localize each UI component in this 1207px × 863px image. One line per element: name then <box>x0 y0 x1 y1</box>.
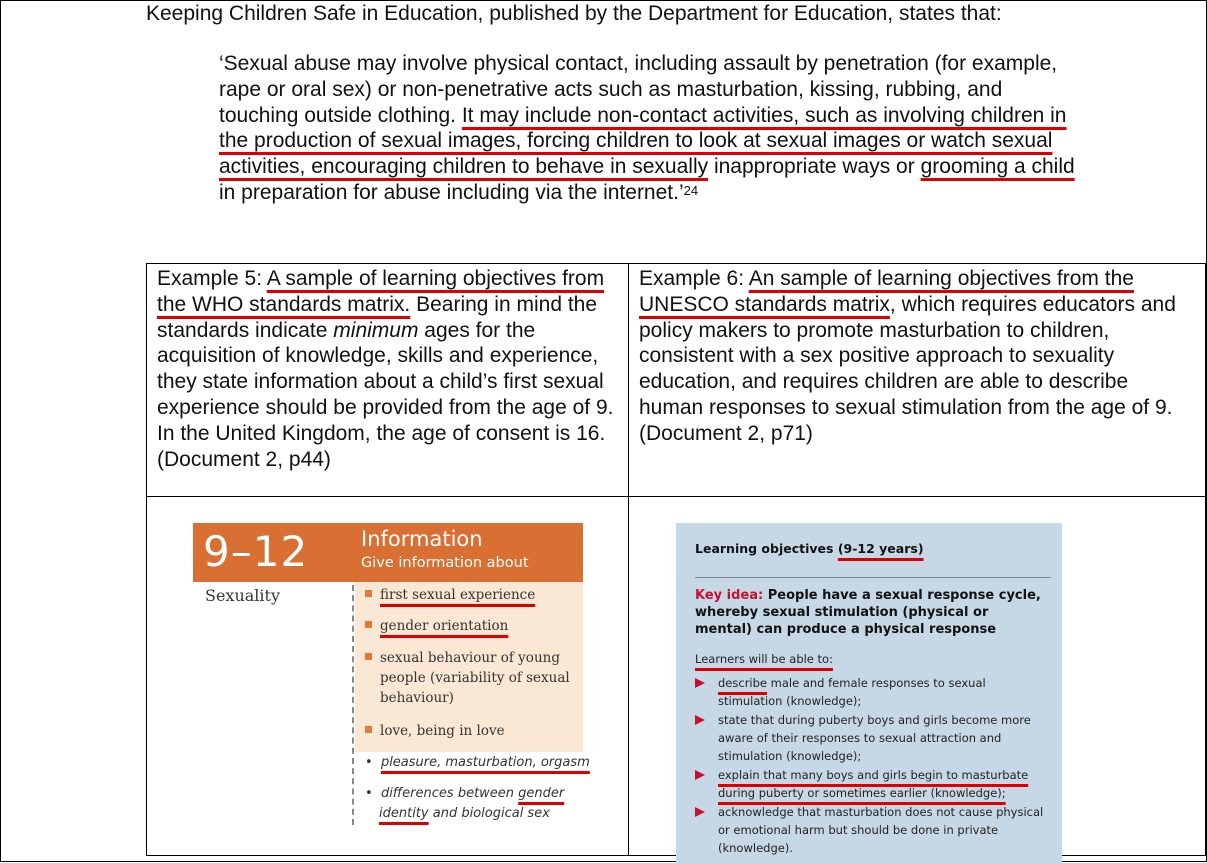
triangle-bullet-icon <box>695 807 705 817</box>
who-subitem: • pleasure, masturbation, orgasm <box>365 755 590 770</box>
unesco-item: state that during puberty boys and girls become more aware of their responses to sexual attraction and stimulation (knowledge); <box>695 712 1045 765</box>
example5-text: Bearing in mind the standards indicate <box>157 292 598 342</box>
who-item: sexual behaviour of young people (variability of sexual behaviour) <box>365 648 580 708</box>
who-image-cell <box>147 497 629 856</box>
unesco-panel <box>676 523 1062 863</box>
who-item: love, being in love <box>365 721 505 741</box>
who-header-bar <box>193 523 583 582</box>
who-matrix-image <box>147 497 627 855</box>
who-divider <box>352 585 354 825</box>
who-topic: Sexuality <box>205 586 280 605</box>
example6-cell <box>629 264 1206 497</box>
example5-cell <box>147 264 629 497</box>
example6-text: , which requires educators and policy makers to promote masturbation to children, consistent with a sex positive approach to sexuality education, and requires children are able to describe human responses to sexual stimulation from the age of 9.(Document 2, p71) <box>639 292 1176 445</box>
unesco-title: Learning objectives (9-12 years) <box>695 541 924 556</box>
who-item: gender orientation <box>365 616 508 636</box>
unesco-item: acknowledge that masturbation does not cause physical or emotional harm but should be done in private (knowledge). <box>695 804 1045 857</box>
triangle-bullet-icon <box>695 715 705 725</box>
who-item: first sexual experience <box>365 585 535 605</box>
intro-sentence: Keeping Children Safe in Education, published by the Department for Education, states that: <box>146 2 1002 25</box>
quote-text: in preparation for abuse including via the internet.’ <box>219 180 684 204</box>
quote-underlined-noncontact: It may include non-contact activities, such as involving children in the production of sexual images, forcing children to look at sexual images or watch sexual activities, encouraging children to behave in sexually <box>219 103 1067 179</box>
bullet-square-icon <box>365 621 372 628</box>
who-heading: Information <box>361 527 483 551</box>
unesco-key-idea: Key idea: People have a sexual response cycle, whereby sexual stimulation (physical or mental) can produce a physical response <box>695 588 1041 637</box>
quote-text: ‘Sexual abuse may involve physical contact, including assault by penetration (for example, rape or oral sex) or non-penetrative acts such as masturbation, kissing, rubbing, and touching outside clothing. <box>219 52 1058 127</box>
bullet-square-icon <box>365 653 372 660</box>
bullet-square-icon <box>365 726 372 733</box>
examples-table <box>146 263 1206 856</box>
example6-underlined: An sample of learning objectives from the UNESCO standards matrix <box>639 267 1134 316</box>
unesco-learners-label: Learners will be able to: <box>695 652 833 666</box>
who-subheading: Give information about <box>361 555 529 571</box>
example5-text: ages for the acquisition of knowledge, skills and experience, they state information about a child’s first sexual experience should be provided from the age of 9. In the United Kingdom, the age of consent is 16. (Document 2, p44) <box>157 318 614 471</box>
triangle-bullet-icon <box>695 678 705 688</box>
kcsie-quote <box>219 51 1079 206</box>
who-age-range: 9–12 <box>203 527 309 576</box>
unesco-divider <box>695 577 1051 578</box>
example5-underlined: A sample of learning objectives from the WHO standards matrix. <box>157 267 605 316</box>
who-subitem: • differences between gender identity and biological sex <box>365 786 565 821</box>
footnote-ref: 24 <box>683 182 699 198</box>
triangle-bullet-icon <box>695 770 705 780</box>
bullet-square-icon <box>365 590 372 597</box>
unesco-matrix-image <box>629 497 1205 855</box>
example5-emphasis: minimum <box>333 318 419 342</box>
quote-underlined-grooming: grooming a child <box>920 155 1075 179</box>
example6-lead: Example 6: <box>639 267 749 290</box>
unesco-item: describe male and female responses to sexual stimulation (knowledge); <box>695 675 1045 711</box>
unesco-item: explain that many boys and girls begin to masturbate during puberty or sometimes earlier (knowledge); <box>695 767 1045 803</box>
quote-text: inappropriate ways or <box>708 155 921 179</box>
example5-lead: Example 5: <box>157 267 267 290</box>
unesco-image-cell <box>629 497 1206 856</box>
